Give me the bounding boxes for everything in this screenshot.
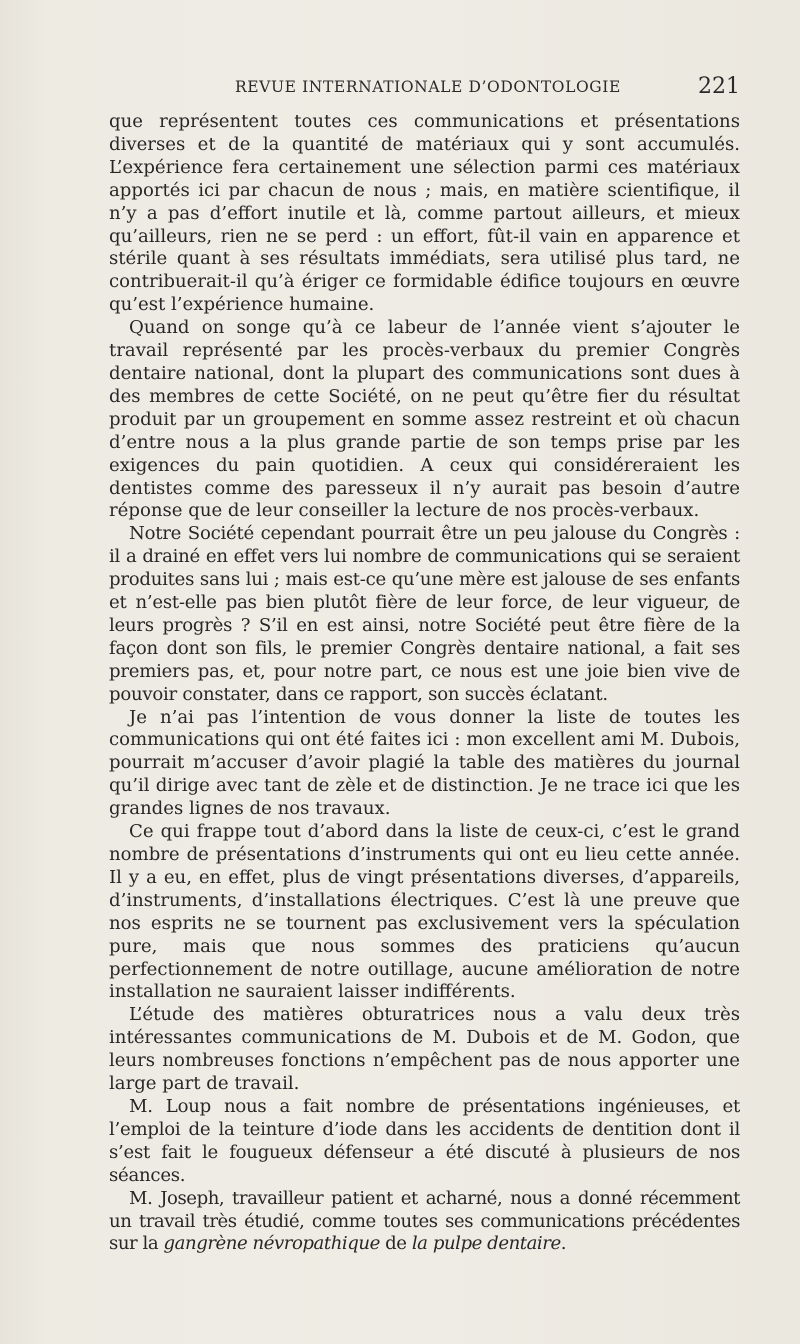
- paragraph-3: Notre Société cependant pourrait être un peu jalouse du Congrès : il a drainé en effet vers lui nombre de communications qui se seraient produites sans lui ; mais est-ce qu’une mère est jalouse de ses enfants et n’est-elle pas bien plutôt fière de leur force, de leur vigueur, de leurs progrès ? S’il en est ainsi, notre Société peut être fière de la façon dont son fils, le premier Congrès dentaire national, a fait ses premiers pas, et, pour notre part, ce nous est une joie bien vive de pouvoir constater, dans ce rapport, son succès éclatant.: [109, 523, 740, 705]
- running-title: REVUE INTERNATIONALE D’ODONTOLOGIE: [235, 78, 621, 96]
- paragraph-1: que représentent toutes ces communications et présentations diverses et de la quantité de matériaux qui y sont accumulés. L’expérience fera certainement une sélection parmi ces matériaux apportés ici par chacun de nous ; mais, en matière scientifique, il n’y a pas d’effort inutile et là, comme partout ailleurs, et mieux qu’ailleurs, rien ne se perd : un effort, fût-il vain en apparence et stérile quant à ses résultats immédiats, sera utilisé plus tard, ne contribuerait-il qu’à ériger ce formidable édifice toujours en œuvre qu’est l’expérience humaine.: [109, 111, 740, 316]
- paragraph-4: Je n’ai pas l’intention de vous donner la liste de toutes les communications qui ont été faites ici : mon excellent ami M. Dubois, pourrait m’accuser d’avoir plagié la table des matières du journal qu’il dirige avec tant de zèle et de distinction. Je ne trace ici que les grandes lignes de nos travaux.: [109, 706, 740, 820]
- paragraph-8-text: M. Joseph, travailleur patient et acharné, nous a donné récemment un travail très étudié, comme toutes ses communications précédentes sur la: [109, 1187, 740, 1255]
- page-header: [110, 74, 740, 104]
- paragraph-8-middle: de: [379, 1233, 412, 1255]
- body-text: [109, 111, 740, 1256]
- paragraph-8: [109, 1188, 740, 1257]
- paragraph-2: Quand on songe qu’à ce labeur de l’année vient s’ajouter le travail représenté par les procès-verbaux du premier Congrès dentaire national, dont la plupart des communications sont dues à des membres de cette Société, on ne peut qu’être fier du résultat produit par un groupement en somme assez restreint et où chacun d’entre nous a la plus grande partie de son temps prise par les exigences du pain quotidien. A ceux qui considéreraient les dentistes comme des paresseux il n’y aurait pas besoin d’autre réponse que de leur conseiller la lecture de nos procès-verbaux.: [109, 317, 740, 522]
- paragraph-6: L’étude des matières obturatrices nous a valu deux très intéressantes communications de M. Dubois et de M. Godon, que leurs nombreuses fonctions n’empêchent pas de nous apporter une large part de travail.: [109, 1004, 740, 1095]
- paragraph-5: Ce qui frappe tout d’abord dans la liste de ceux-ci, c’est le grand nombre de présentations d’instruments qui ont eu lieu cette année. Il y a eu, en effet, plus de vingt présentations diverses, d’appareils, d’instruments, d’installations électriques. C’est là une preuve que nos esprits ne se tournent pas exclusivement vers la spéculation pure, mais que nous sommes des praticiens qu’aucun perfectionnement de notre outillage, aucune amélioration de notre installation ne sauraient laisser indifférents.: [109, 821, 740, 1003]
- paragraph-7: M. Loup nous a fait nombre de présentations ingénieuses, et l’emploi de la teinture d’iode dans les accidents de dentition dont il s’est fait le fougueux défenseur a été discuté à plusieurs de nos séances.: [109, 1095, 740, 1186]
- italic-phrase-gangrene: gangrène névropathique: [163, 1233, 380, 1255]
- page-number: 221: [698, 74, 740, 99]
- italic-phrase-pulpe: la pulpe dentaire: [411, 1233, 561, 1255]
- paragraph-8-end: .: [560, 1233, 567, 1255]
